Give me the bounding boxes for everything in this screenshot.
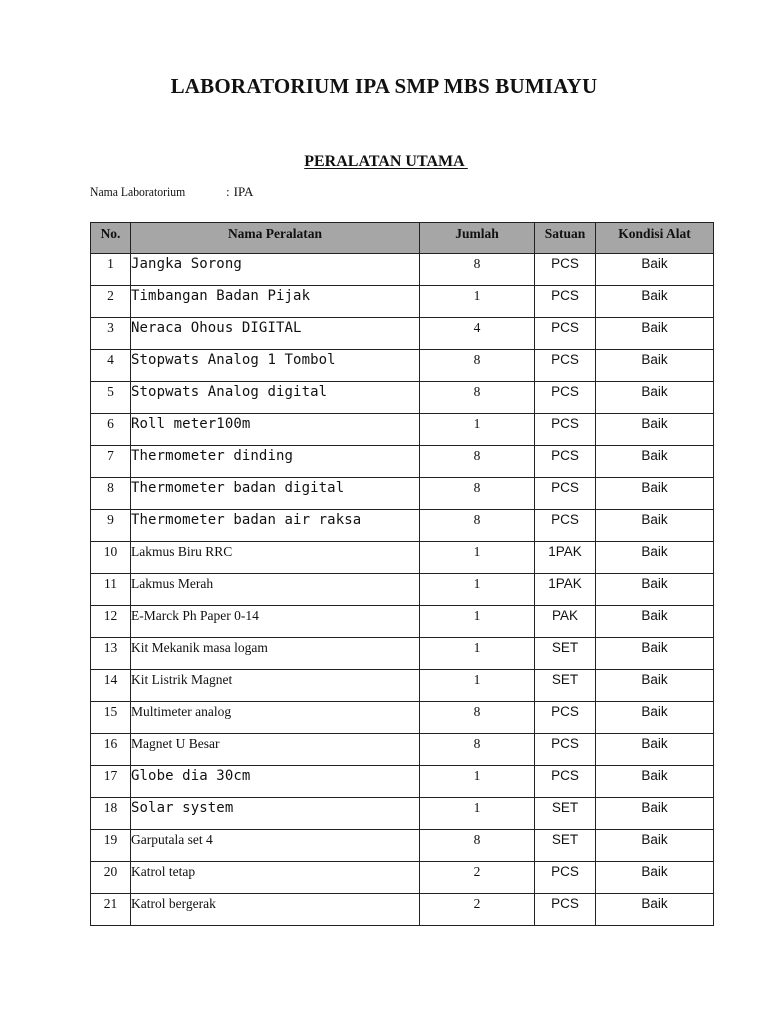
cell-unit: SET (535, 670, 596, 702)
cell-name: Multimeter analog (131, 702, 420, 734)
cell-no: 9 (91, 510, 131, 542)
cell-no: 8 (91, 478, 131, 510)
cell-unit: PAK (535, 606, 596, 638)
cell-no: 19 (91, 830, 131, 862)
cell-unit: PCS (535, 766, 596, 798)
cell-unit: SET (535, 798, 596, 830)
cell-condition: Baik (596, 606, 714, 638)
cell-unit: 1PAK (535, 574, 596, 606)
table-row (91, 286, 714, 318)
cell-name: Jangka Sorong (131, 254, 420, 286)
cell-no: 15 (91, 702, 131, 734)
cell-name: Globe dia 30cm (131, 766, 420, 798)
cell-unit: PCS (535, 510, 596, 542)
cell-name: Thermometer badan digital (131, 478, 420, 510)
cell-condition: Baik (596, 894, 714, 926)
cell-qty: 8 (420, 830, 535, 862)
cell-unit: PCS (535, 894, 596, 926)
cell-unit: PCS (535, 862, 596, 894)
equipment-table (90, 222, 714, 926)
cell-no: 3 (91, 318, 131, 350)
table-row (91, 254, 714, 286)
cell-no: 13 (91, 638, 131, 670)
table-row (91, 350, 714, 382)
cell-condition: Baik (596, 318, 714, 350)
cell-no: 18 (91, 798, 131, 830)
cell-name: Roll meter100m (131, 414, 420, 446)
cell-no: 11 (91, 574, 131, 606)
lab-value: IPA (233, 184, 254, 199)
table-row (91, 894, 714, 926)
cell-no: 21 (91, 894, 131, 926)
header-condition: Kondisi Alat (596, 223, 714, 254)
cell-name: Katrol bergerak (131, 894, 420, 926)
cell-condition: Baik (596, 830, 714, 862)
cell-name: Katrol tetap (131, 862, 420, 894)
section-title-text: PERALATAN UTAMA (304, 153, 468, 170)
cell-name: Stopwats Analog 1 Tombol (131, 350, 420, 382)
header-no: No. (91, 223, 131, 254)
cell-no: 12 (91, 606, 131, 638)
cell-condition: Baik (596, 478, 714, 510)
cell-qty: 1 (420, 542, 535, 574)
cell-qty: 1 (420, 798, 535, 830)
table-row (91, 574, 714, 606)
cell-qty: 8 (420, 350, 535, 382)
cell-unit: PCS (535, 382, 596, 414)
table-row (91, 382, 714, 414)
cell-condition: Baik (596, 286, 714, 318)
table-row (91, 638, 714, 670)
header-qty: Jumlah (420, 223, 535, 254)
table-row (91, 798, 714, 830)
table-row (91, 606, 714, 638)
table-row (91, 862, 714, 894)
cell-name: Kit Listrik Magnet (131, 670, 420, 702)
table-body (91, 254, 714, 926)
cell-name: Lakmus Biru RRC (131, 542, 420, 574)
table-row (91, 510, 714, 542)
cell-name: Stopwats Analog digital (131, 382, 420, 414)
table-row (91, 702, 714, 734)
cell-unit: SET (535, 638, 596, 670)
lab-label: Nama Laboratorium (90, 184, 186, 199)
table-header-row (91, 223, 714, 254)
cell-qty: 8 (420, 734, 535, 766)
cell-qty: 8 (420, 254, 535, 286)
cell-name: Neraca Ohous DIGITAL (131, 318, 420, 350)
cell-unit: PCS (535, 702, 596, 734)
cell-name: Thermometer badan air raksa (131, 510, 420, 542)
table-row (91, 830, 714, 862)
cell-unit: 1PAK (535, 542, 596, 574)
lab-separator: : (226, 184, 230, 199)
cell-condition: Baik (596, 414, 714, 446)
cell-qty: 1 (420, 670, 535, 702)
cell-unit: PCS (535, 350, 596, 382)
cell-unit: PCS (535, 254, 596, 286)
cell-no: 2 (91, 286, 131, 318)
table-row (91, 542, 714, 574)
cell-qty: 1 (420, 574, 535, 606)
cell-condition: Baik (596, 382, 714, 414)
cell-name: Magnet U Besar (131, 734, 420, 766)
cell-qty: 1 (420, 638, 535, 670)
cell-qty: 1 (420, 766, 535, 798)
cell-qty: 1 (420, 286, 535, 318)
cell-unit: PCS (535, 318, 596, 350)
cell-condition: Baik (596, 798, 714, 830)
table-row (91, 734, 714, 766)
cell-qty: 8 (420, 382, 535, 414)
cell-qty: 1 (420, 414, 535, 446)
cell-name: Thermometer dinding (131, 446, 420, 478)
cell-no: 20 (91, 862, 131, 894)
cell-unit: PCS (535, 286, 596, 318)
cell-condition: Baik (596, 638, 714, 670)
cell-no: 14 (91, 670, 131, 702)
lab-info (90, 184, 253, 200)
cell-no: 1 (91, 254, 131, 286)
cell-qty: 2 (420, 894, 535, 926)
cell-name: Garputala set 4 (131, 830, 420, 862)
page-title: LABORATORIUM IPA SMP MBS BUMIAYU (170, 74, 598, 98)
cell-name: Kit Mekanik masa logam (131, 638, 420, 670)
cell-no: 4 (91, 350, 131, 382)
table-row (91, 318, 714, 350)
cell-unit: PCS (535, 478, 596, 510)
cell-condition: Baik (596, 862, 714, 894)
table-row (91, 766, 714, 798)
cell-qty: 4 (420, 318, 535, 350)
cell-qty: 1 (420, 606, 535, 638)
cell-name: Lakmus Merah (131, 574, 420, 606)
section-title (0, 153, 768, 171)
cell-no: 10 (91, 542, 131, 574)
cell-condition: Baik (596, 670, 714, 702)
cell-no: 16 (91, 734, 131, 766)
cell-name: Solar system (131, 798, 420, 830)
cell-condition: Baik (596, 702, 714, 734)
cell-unit: PCS (535, 446, 596, 478)
cell-no: 7 (91, 446, 131, 478)
cell-qty: 2 (420, 862, 535, 894)
table-row (91, 446, 714, 478)
cell-condition: Baik (596, 542, 714, 574)
cell-unit: PCS (535, 414, 596, 446)
cell-no: 6 (91, 414, 131, 446)
cell-no: 5 (91, 382, 131, 414)
cell-condition: Baik (596, 766, 714, 798)
header-unit: Satuan (535, 223, 596, 254)
cell-qty: 8 (420, 510, 535, 542)
cell-qty: 8 (420, 702, 535, 734)
header-name: Nama Peralatan (131, 223, 420, 254)
cell-name: Timbangan Badan Pijak (131, 286, 420, 318)
cell-condition: Baik (596, 734, 714, 766)
cell-condition: Baik (596, 446, 714, 478)
table-row (91, 478, 714, 510)
cell-name: E-Marck Ph Paper 0-14 (131, 606, 420, 638)
cell-qty: 8 (420, 446, 535, 478)
table-row (91, 670, 714, 702)
cell-condition: Baik (596, 574, 714, 606)
cell-condition: Baik (596, 254, 714, 286)
cell-condition: Baik (596, 510, 714, 542)
cell-no: 17 (91, 766, 131, 798)
cell-unit: SET (535, 830, 596, 862)
cell-unit: PCS (535, 734, 596, 766)
table-row (91, 414, 714, 446)
cell-condition: Baik (596, 350, 714, 382)
cell-qty: 8 (420, 478, 535, 510)
